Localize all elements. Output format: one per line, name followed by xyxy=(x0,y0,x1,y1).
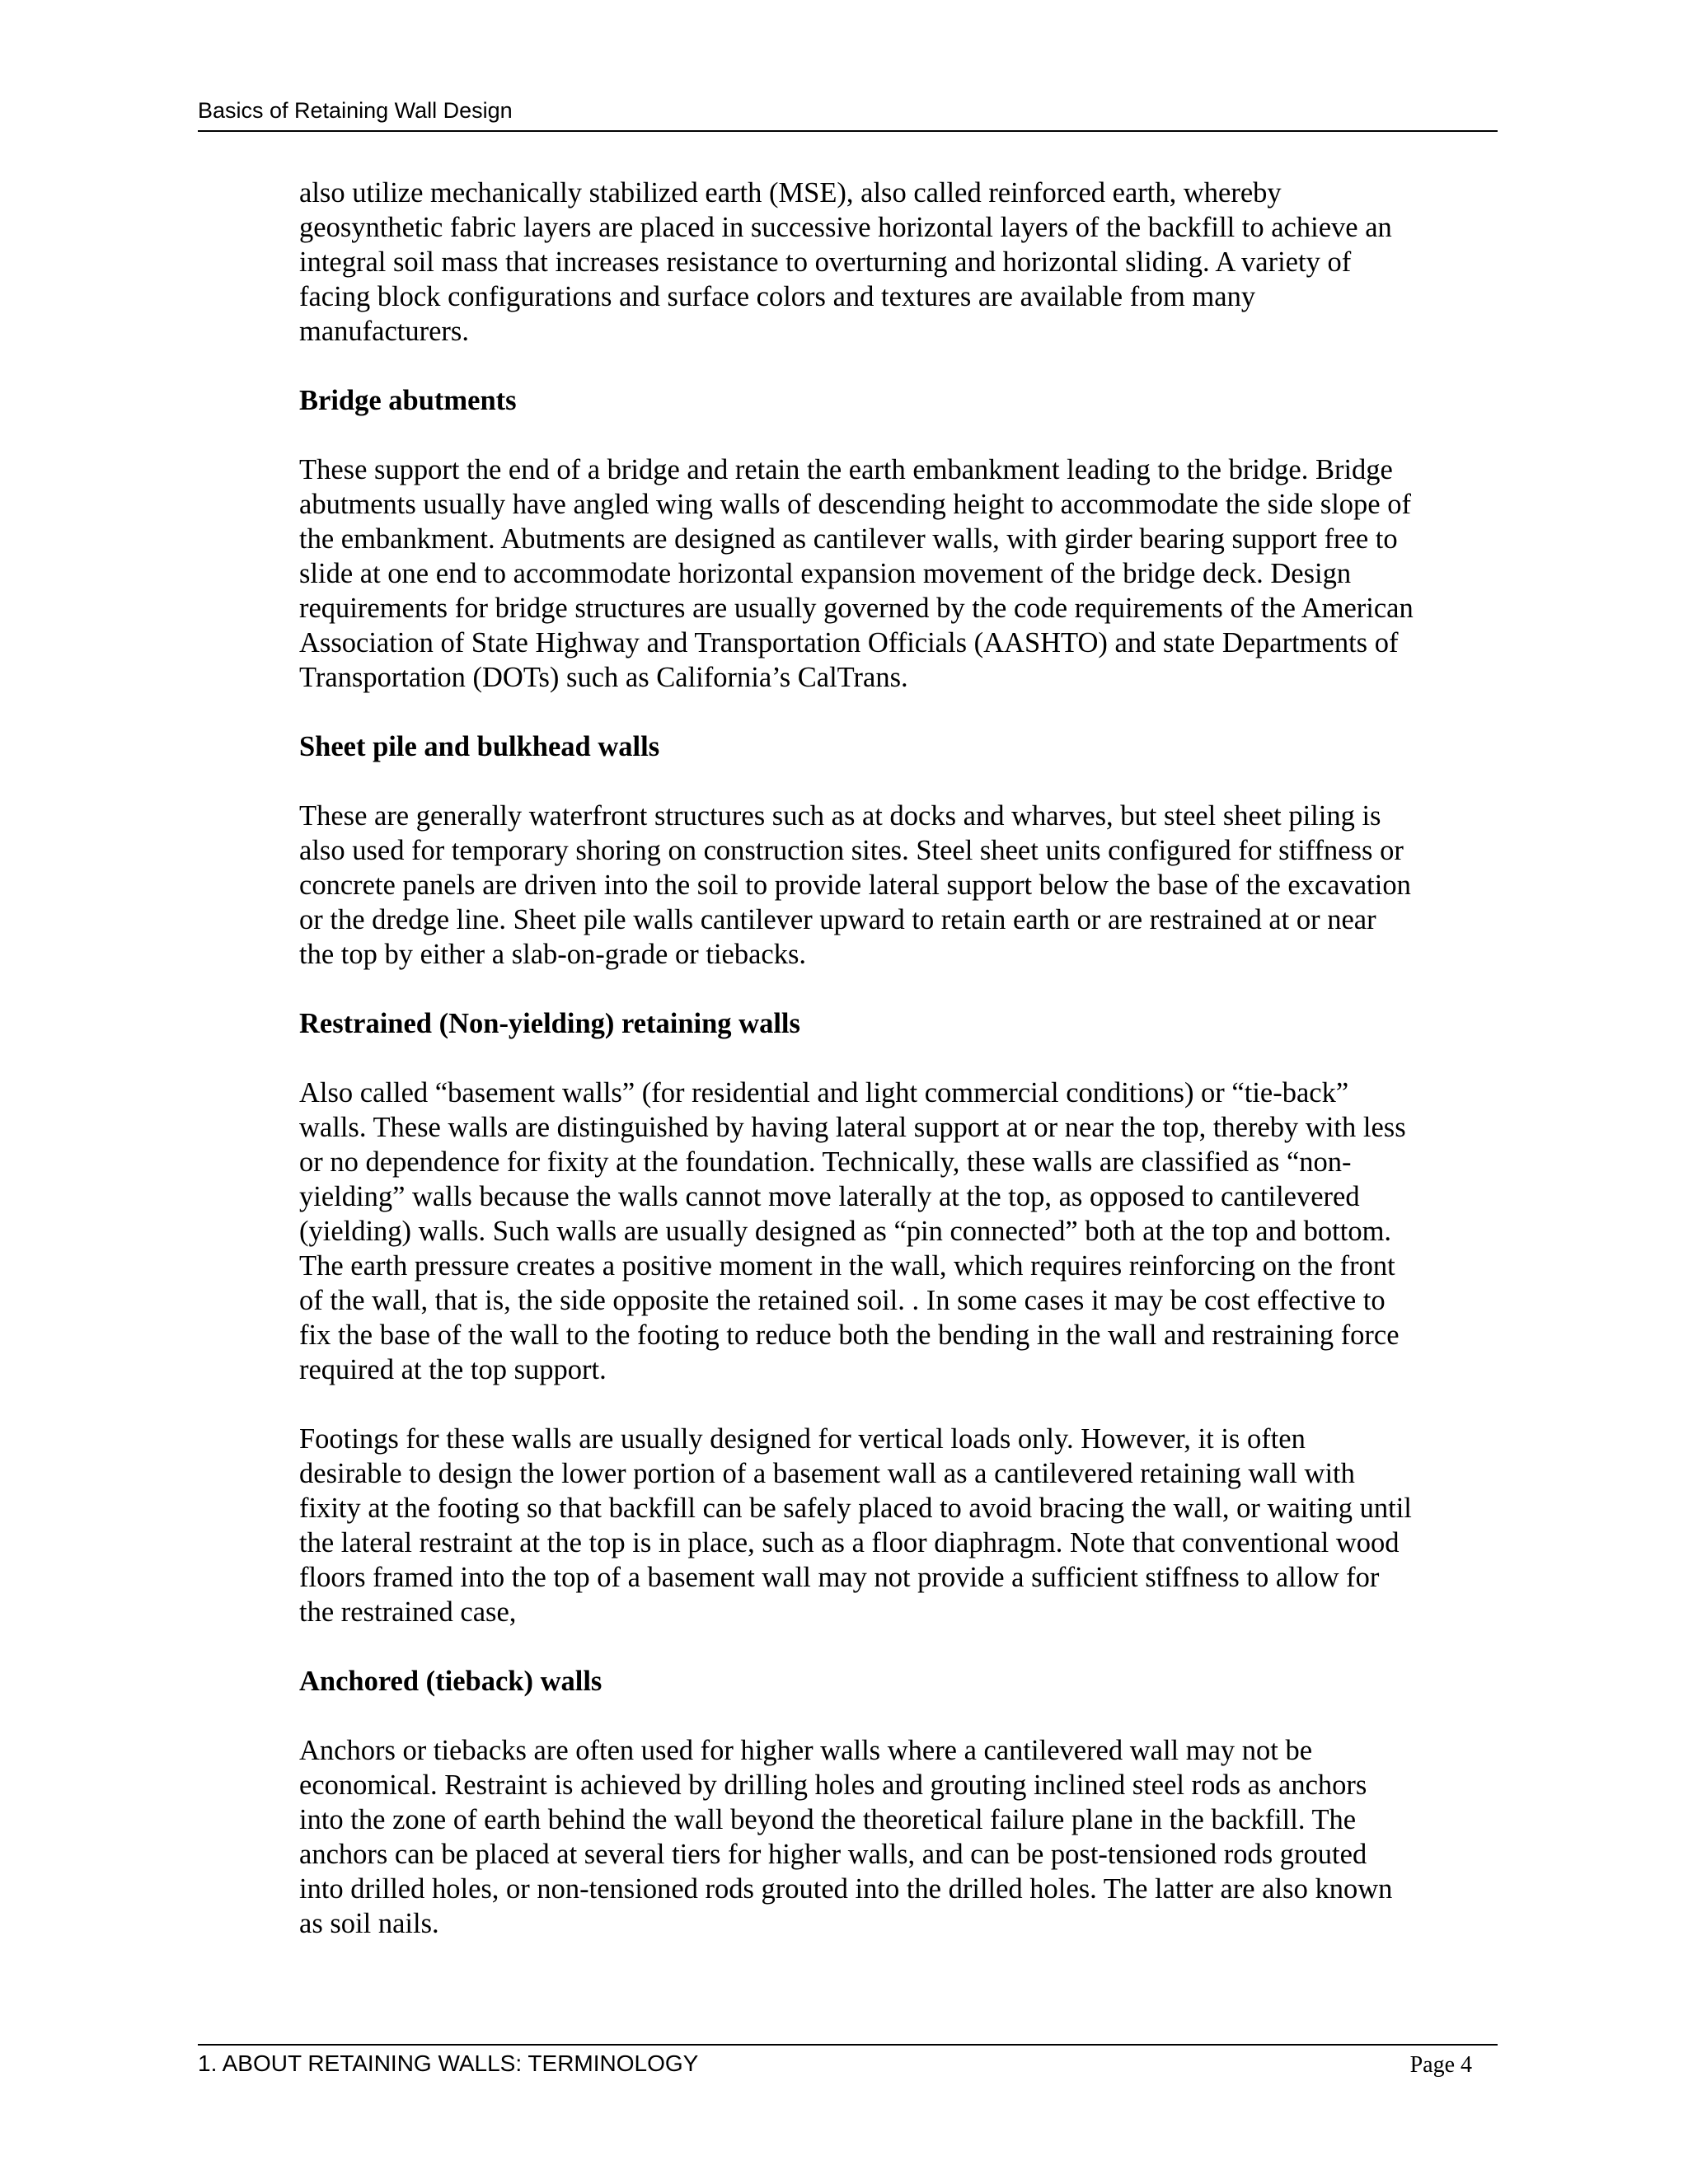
section-heading-sheet-pile: Sheet pile and bulkhead walls xyxy=(299,731,660,762)
section-heading-restrained-walls: Restrained (Non-yielding) retaining walls xyxy=(299,1008,800,1039)
paragraph-line: (yielding) walls. Such walls are usually designed as “pin connected” both at the top and bottom. xyxy=(299,1216,1392,1247)
anchored-walls-paragraph xyxy=(299,1733,1503,1941)
footer-divider xyxy=(198,2044,1498,2046)
paragraph-line: Footings for these walls are usually designed for vertical loads only. However, it is often xyxy=(299,1423,1306,1455)
paragraph-line: These support the end of a bridge and retain the earth embankment leading to the bridge. Bridge xyxy=(299,454,1393,485)
header-divider xyxy=(198,130,1498,132)
running-header-title: Basics of Retaining Wall Design xyxy=(198,98,513,123)
paragraph-line: Anchors or tiebacks are often used for higher walls where a cantilevered wall may not be xyxy=(299,1735,1313,1766)
paragraph-line: desirable to design the lower portion of a basement wall as a cantilevered retaining wall with xyxy=(299,1458,1355,1489)
paragraph-line: anchors can be placed at several tiers for higher walls, and can be post-tensioned rods grouted xyxy=(299,1839,1367,1870)
intro-paragraph xyxy=(299,176,1503,349)
bridge-abutments-paragraph xyxy=(299,452,1503,695)
paragraph-line: abutments usually have angled wing walls of descending height to accommodate the side slope of xyxy=(299,489,1411,520)
sheet-pile-paragraph xyxy=(299,799,1503,972)
paragraph-line: the embankment. Abutments are designed as cantilever walls, with girder bearing support free to xyxy=(299,523,1398,555)
page-number: Page 4 xyxy=(1409,2052,1472,2078)
paragraph-line: floors framed into the top of a basement wall may not provide a sufficient stiffness to allow for xyxy=(299,1562,1380,1593)
paragraph-line: Transportation (DOTs) such as California’s CalTrans. xyxy=(299,662,908,693)
paragraph-line: manufacturers. xyxy=(299,316,469,347)
paragraph-line: walls. These walls are distinguished by having lateral support at or near the top, thereby with less xyxy=(299,1112,1406,1143)
paragraph-line: also used for temporary shoring on construction sites. Steel sheet units configured for stiffness or xyxy=(299,835,1404,866)
section-heading-bridge-abutments: Bridge abutments xyxy=(299,385,517,416)
paragraph-line: integral soil mass that increases resistance to overturning and horizontal sliding. A variety of xyxy=(299,246,1352,278)
section-heading-anchored-walls: Anchored (tieback) walls xyxy=(299,1666,603,1697)
paragraph-line: geosynthetic fabric layers are placed in successive horizontal layers of the backfill to achieve an xyxy=(299,212,1392,243)
paragraph-line: also utilize mechanically stabilized earth (MSE), also called reinforced earth, whereby xyxy=(299,177,1282,209)
paragraph-line: Association of State Highway and Transportation Officials (AASHTO) and state Departments of xyxy=(299,627,1399,658)
paragraph-line: slide at one end to accommodate horizontal expansion movement of the bridge deck. Design xyxy=(299,558,1352,589)
paragraph-line: required at the top support. xyxy=(299,1354,607,1385)
paragraph-line: facing block configurations and surface colors and textures are available from many xyxy=(299,281,1256,312)
paragraph-line: requirements for bridge structures are usually governed by the code requirements of the American xyxy=(299,593,1414,624)
paragraph-line: fixity at the footing so that backfill can be safely placed to avoid bracing the wall, or waiting until xyxy=(299,1493,1412,1524)
paragraph-line: as soil nails. xyxy=(299,1908,439,1939)
paragraph-line: of the wall, that is, the side opposite the retained soil. . In some cases it may be cost effective to xyxy=(299,1285,1386,1316)
paragraph-line: These are generally waterfront structures such as at docks and wharves, but steel sheet piling is xyxy=(299,800,1381,832)
paragraph-line: fix the base of the wall to the footing to reduce both the bending in the wall and restraining force xyxy=(299,1319,1400,1351)
paragraph-line: Also called “basement walls” (for residential and light commercial conditions) or “tie-back” xyxy=(299,1077,1349,1108)
paragraph-line: concrete panels are driven into the soil to provide lateral support below the base of the excavation xyxy=(299,869,1411,901)
paragraph-line: or no dependence for fixity at the foundation. Technically, these walls are classified as “non- xyxy=(299,1146,1352,1178)
footer-section-title: 1. ABOUT RETAINING WALLS: TERMINOLOGY xyxy=(198,2050,699,2076)
page-body xyxy=(299,176,1503,1975)
paragraph-line: the lateral restraint at the top is in place, such as a floor diaphragm. Note that conventional wood xyxy=(299,1527,1400,1558)
paragraph-line: the top by either a slab-on-grade or tiebacks. xyxy=(299,939,807,970)
paragraph-line: into drilled holes, or non-tensioned rods grouted into the drilled holes. The latter are also known xyxy=(299,1873,1393,1905)
paragraph-line: into the zone of earth behind the wall beyond the theoretical failure plane in the backfill. The xyxy=(299,1804,1357,1835)
paragraph-line: yielding” walls because the walls cannot move laterally at the top, as opposed to cantilevered xyxy=(299,1181,1360,1212)
paragraph-line: economical. Restraint is achieved by drilling holes and grouting inclined steel rods as anchors xyxy=(299,1769,1367,1801)
paragraph-line: The earth pressure creates a positive moment in the wall, which requires reinforcing on the front xyxy=(299,1250,1395,1282)
paragraph-line: or the dredge line. Sheet pile walls cantilever upward to retain earth or are restrained at or near xyxy=(299,904,1376,935)
paragraph-line: the restrained case, xyxy=(299,1596,517,1628)
footings-paragraph xyxy=(299,1422,1503,1629)
restrained-walls-paragraph xyxy=(299,1076,1503,1387)
